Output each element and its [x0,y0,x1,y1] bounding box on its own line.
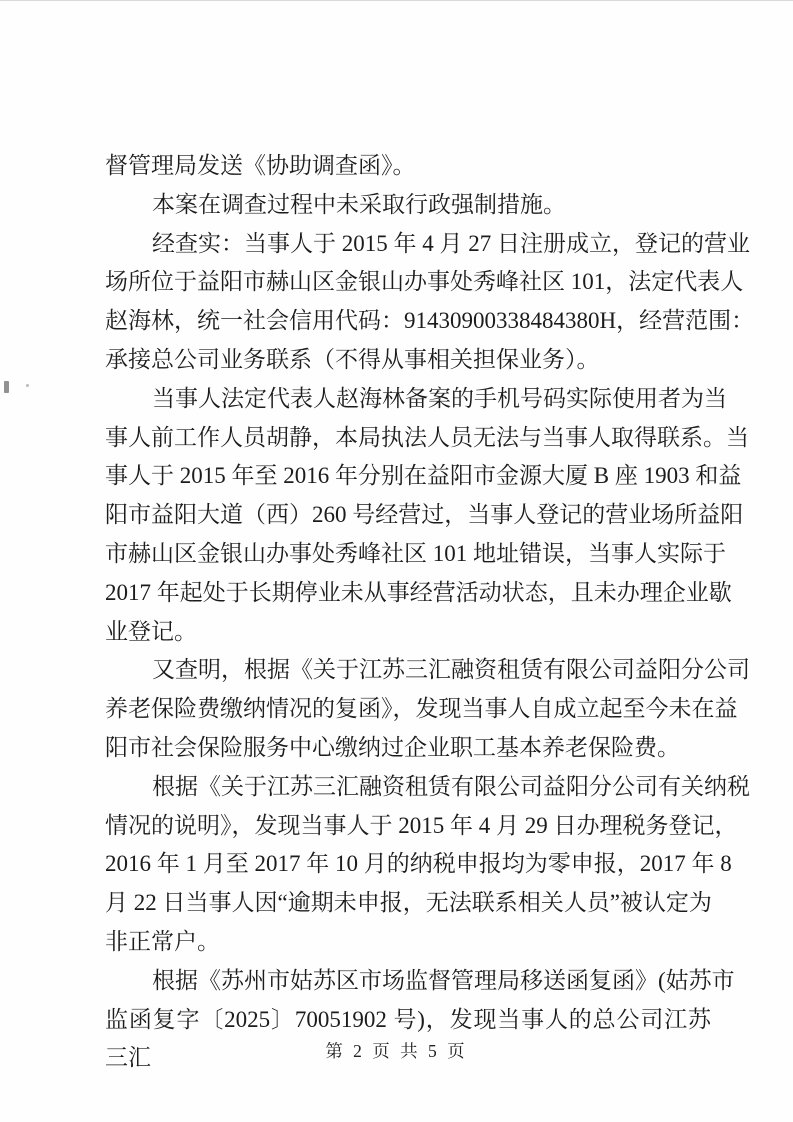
page-number: 第 2 页 共 5 页 [325,1041,468,1061]
text-line: 本案在调查过程中未采取行政强制措施。 [152,191,566,217]
text-line: 根据《苏州市姑苏区市场监督管理局移送函复函》(姑苏市 [152,967,735,993]
text-line: 阳市益阳大道（西）260 号经营过，当事人登记的营业场所益阳 [105,502,744,528]
text-line: 经查实：当事人于 2015 年 4 月 27 日注册成立，登记的营业 [152,230,750,256]
text-line: 承接总公司业务联系（不得从事相关担保业务）。 [105,346,600,372]
text-line: 2017 年起处于长期停业未从事经营活动状态，且未办理企业歇 [105,579,732,605]
text-line: 2016 年 1 月至 2017 年 10 月的纳税申报均为零申报，2017 年 8 [105,851,732,877]
text-line: 阳市社会保险服务中心缴纳过企业职工基本养老保险费。 [105,734,680,760]
text-line: 赵海林，统一社会信用代码：91430900338484380H，经营范围： [105,308,755,334]
text-line: 事人前工作人员胡静，本局执法人员无法与当事人取得联系。当 [105,424,749,450]
text-line: 养老保险费缴纳情况的复函》，发现当事人自成立起至今未在益 [105,696,738,722]
text-line: 根据《关于江苏三汇融资租赁有限公司益阳分公司有关纳税 [152,773,750,799]
text-line: 事人于 2015 年至 2016 年分别在益阳市金源大厦 B 座 1903 和益 [105,463,742,489]
text-line: 场所位于益阳市赫山区金银山办事处秀峰社区 101，法定代表人 [105,269,744,295]
scan-artifact-dot [26,384,29,387]
scan-artifact [4,381,9,393]
text-line: 当事人法定代表人赵海林备案的手机号码实际使用者为当 [152,385,727,411]
text-line: 监函复字〔2025〕70051902 号)，发现当事人的总公司江苏三汇 [105,1006,711,1071]
text-line: 市赫山区金银山办事处秀峰社区 101 地址错误，当事人实际于 [105,540,726,566]
text-line: 督管理局发送《协助调查函》。 [105,153,416,178]
scan-edge-line [0,0,793,1]
text-line: 情况的说明》，发现当事人于 2015 年 4 月 29 日办理税务登记， [105,812,738,838]
text-line: 又查明，根据《关于江苏三汇融资租赁有限公司益阳分公司 [152,657,750,683]
text-line: 业登记。 [105,618,197,644]
text-line: 月 22 日当事人因“逾期未申报，无法联系相关人员”被认定为 [105,890,712,916]
text-line: 非正常户。 [105,928,220,954]
